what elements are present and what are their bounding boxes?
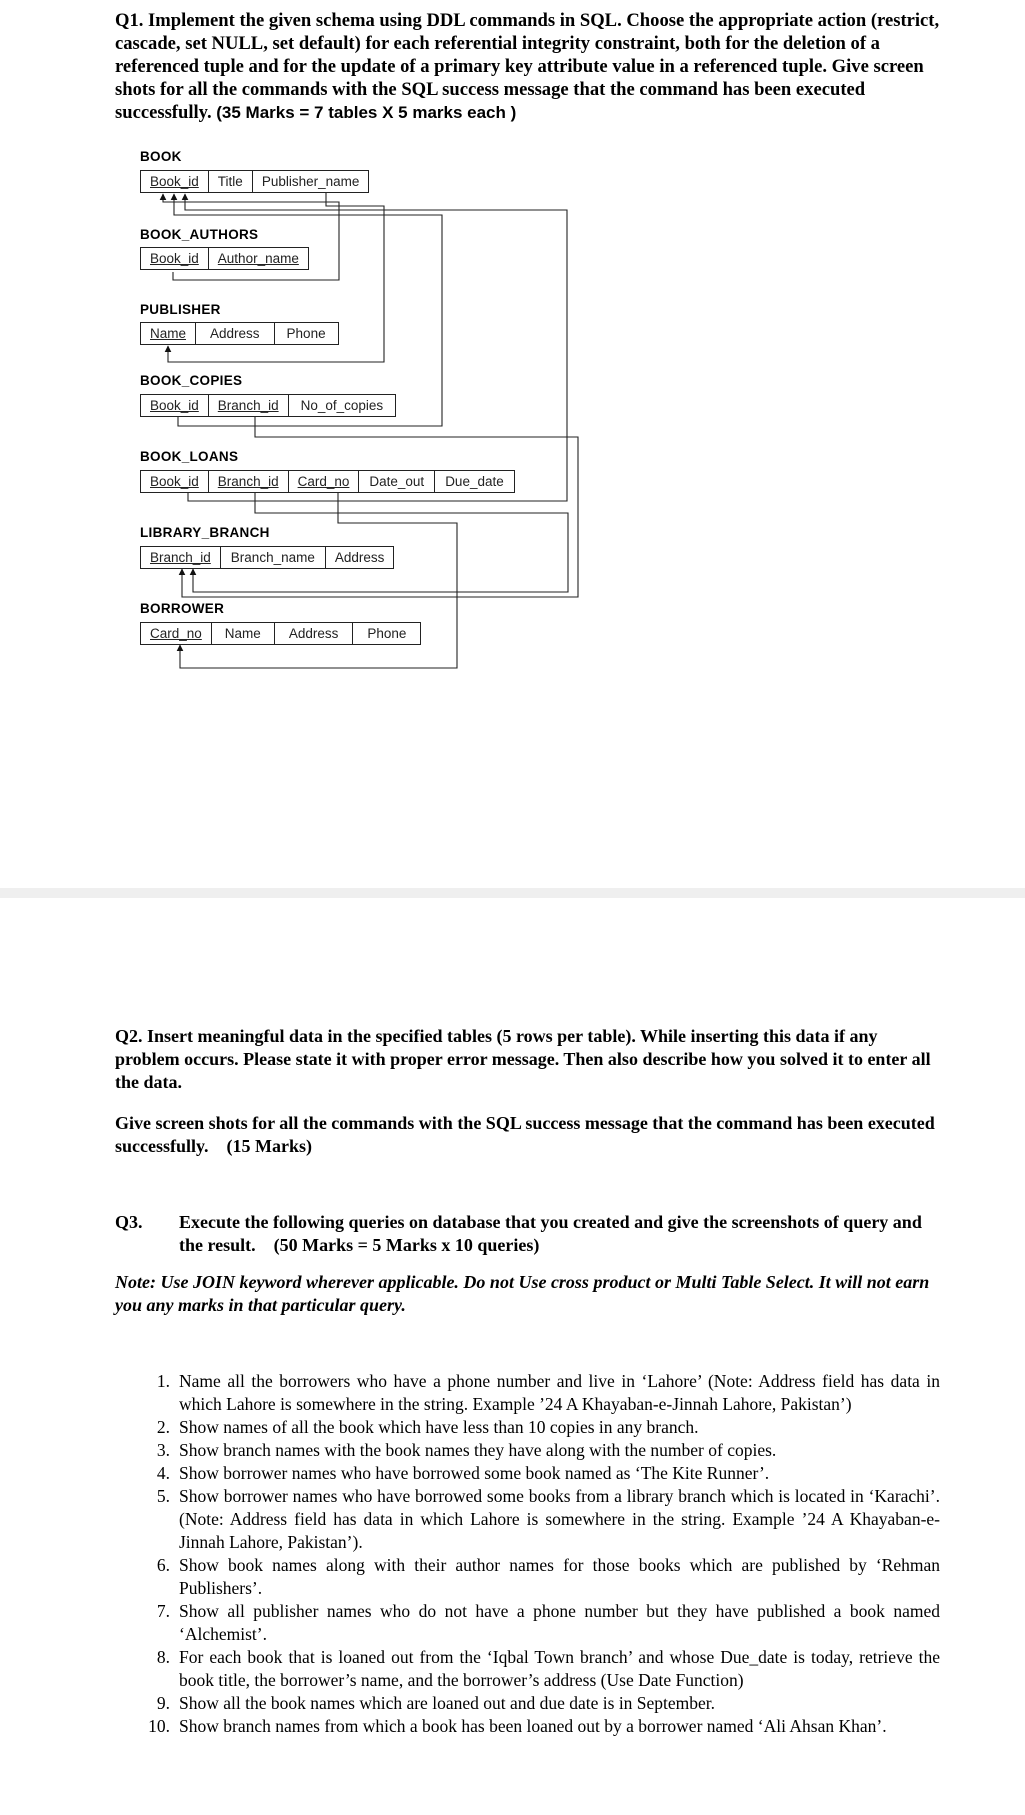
list-item: 4. Show borrower names who have borrowed some book named as ‘The Kite Runner’. [140,1462,940,1485]
table-name-book: BOOK [140,149,182,164]
attr-address: Address [325,547,394,568]
query-text: For each book that is loaned out from the ‘Iqbal Town branch’ and whose Due_date is today, retrieve the book title, the borrower’s name, and the borrower’s address (Use Date Function) [179,1647,940,1690]
page-2 [0,898,1025,1815]
attr-branch-id: Branch_id [208,395,288,416]
table-publisher [140,322,339,345]
q2-para2-text: Give screen shots for all the commands with the SQL success message that the command has been executed successfully. [115,1113,935,1156]
query-text: Show names of all the book which have less than 10 copies in any branch. [179,1417,699,1437]
list-item: 3. Show branch names with the book names they have along with the number of copies. [140,1439,940,1462]
attr-author-name: Author_name [208,248,308,269]
table-book-authors [140,247,309,270]
page-separator [0,888,1025,898]
q3-label: Q3. [115,1212,143,1232]
table-book-copies [140,394,396,417]
q3-heading [115,1211,945,1257]
table-name-publisher: PUBLISHER [140,302,221,317]
attr-book-id: Book_id [150,174,199,189]
q3-note: Note: Use JOIN keyword wherever applicable. Do not Use cross product or Multi Table Select. It will not earn you any marks in that particular query. [115,1272,930,1315]
page-1 [0,0,1025,888]
q3-marks: (50 Marks = 5 Marks x 10 queries) [273,1235,540,1255]
table-name-book-loans: BOOK_LOANS [140,449,239,464]
attr-branch-id: Branch_id [150,550,211,565]
query-text: Show book names along with their author names for those books which are published by ‘Rehman Publishers’. [179,1555,940,1598]
query-text: Show all publisher names who do not have a phone number but they have published a book named ‘Alchemist’. [179,1601,940,1644]
attr-book-id: Book_id [150,398,199,413]
attr-address: Address [195,323,274,344]
fk-loans-branch [193,493,568,592]
attr-due-date: Due_date [434,471,514,492]
query-list [140,1370,940,1738]
attr-book-id: Book_id [150,474,199,489]
attr-no-of-copies: No_of_copies [288,395,396,416]
query-text: Name all the borrowers who have a phone number and live in ‘Lahore’ (Note: Address field has data in which Lahore is somewhere in the string. Example ’24 A Khayaban-e-Jinnah Lahore, Pakistan’) [179,1371,940,1414]
query-text: Show borrower names who have borrowed some books from a library branch which is located in ‘Karachi’. (Note: Address field has data in which Lahore is somewhere in the string. Example ’24 A Khayaban-e-Jinnah Lahore, Pakistan’). [179,1486,940,1552]
attr-card-no: Card_no [288,471,359,492]
q2-para2 [115,1112,945,1158]
table-name-book-copies: BOOK_COPIES [140,373,243,388]
query-text: Show borrower names who have borrowed some book named as ‘The Kite Runner’. [179,1463,770,1483]
attr-date-out: Date_out [358,471,434,492]
attr-phone: Phone [352,623,420,644]
list-item: 5. Show borrower names who have borrowed some books from a library branch which is located in ‘Karachi’. (Note: Address field has data in which Lahore is somewhere in the string. Example ’24 A Khayaban-e-Jinnah Lahore, Pakistan’). [156,1486,940,1552]
list-item: 2. Show names of all the book which have less than 10 copies in any branch. [140,1416,940,1439]
q3-text: Execute the following queries on database that you created and give the screenshots of query and the result. (50 Marks = 5 Marks x 10 queries) [179,1212,922,1255]
list-item: 9. Show all the book names which are loaned out and due date is in September. [140,1692,940,1715]
list-item: 8. For each book that is loaned out from the ‘Iqbal Town branch’ and whose Due_date is today, retrieve the book title, the borrower’s name, and the borrower’s address (Use Date Function) [156,1647,940,1690]
query-text: Show branch names from which a book has been loaned out by a borrower named ‘Ali Ahsan Khan’. [179,1716,887,1736]
query-text: Show branch names with the book names they have along with the number of copies. [179,1440,777,1460]
foreign-key-lines [0,0,1025,888]
q2-marks: (15 Marks) [226,1136,312,1156]
q1-text: Q1. Implement the given schema using DDL commands in SQL. Choose the appropriate action (restrict, cascade, set NULL, set default) for each referential integrity constraint, both for the deletion of a referenced tuple and for the update of a primary key attribute value in a referenced tuple. Give screen shots for all the commands with the SQL success message that the command has been executed successfully. [115,10,940,123]
q2-para1: Q2. Insert meaningful data in the specified tables (5 rows per table). While inserting this data if any problem occurs. Please state it with proper error message. Then also describe how you solved it to enter all the data. [115,1026,931,1092]
attr-address: Address [274,623,353,644]
table-name-borrower: BORROWER [140,601,225,616]
attr-name: Name [211,623,274,644]
attr-phone: Phone [274,323,338,344]
list-item: 10. Show branch names from which a book has been loaned out by a borrower named ‘Ali Ahsan Khan’. [140,1715,940,1738]
fk-copies-branch [182,417,578,597]
attr-card-no: Card_no [150,626,202,641]
attr-name: Name [150,326,187,341]
schema-diagram [0,0,1025,888]
attr-title: Title [208,171,252,192]
table-name-book-authors: BOOK_AUTHORS [140,227,259,242]
table-book-loans [140,470,515,493]
list-item: 7. Show all publisher names who do not have a phone number but they have published a book named ‘Alchemist’. [156,1601,940,1644]
q1-marks: (35 Marks = 7 tables X 5 marks each ) [216,103,517,122]
list-item: 1. Name all the borrowers who have a phone number and live in ‘Lahore’ (Note: Address field has data in which Lahore is somewhere in the string. Example ’24 A Khayaban-e-Jinnah Lahore, Pakistan’) [156,1371,940,1414]
list-item: 6. Show book names along with their author names for those books which are published by ‘Rehman Publishers’. [156,1555,940,1598]
table-book [140,170,369,193]
attr-branch-name: Branch_name [220,547,325,568]
table-borrower [140,622,421,645]
query-text: Show all the book names which are loaned out and due date is in September. [179,1693,716,1713]
table-name-library-branch: LIBRARY_BRANCH [140,525,270,540]
attr-branch-id: Branch_id [208,471,288,492]
attr-publisher-name: Publisher_name [252,171,369,192]
table-library-branch [140,546,394,569]
attr-book-id: Book_id [150,251,199,266]
